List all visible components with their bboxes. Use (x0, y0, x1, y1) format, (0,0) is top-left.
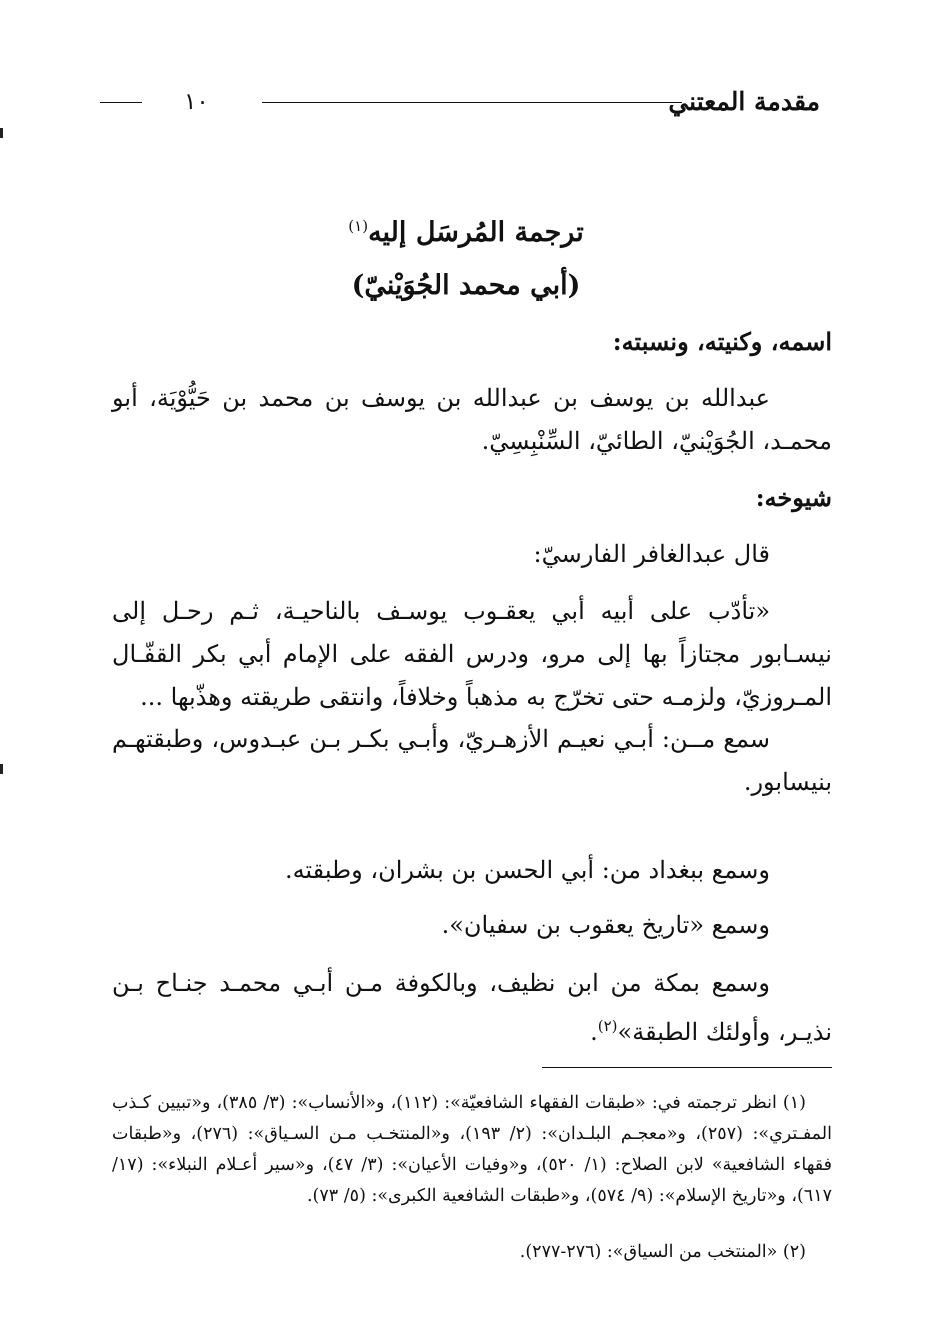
title-line-1: ترجمة المُرسَل إليه (368, 217, 584, 248)
quote-paragraph: «تأدّب على أبيه أبي يعقـوب يوسـف بالناحيـة، ثـم رحـل إلى نيسـابور مجتازاً بها إلى مرو، ودرس الفقه على الإمام أبي بكر القفّـال المـروزيّ، ولزمـه حتى تخرّج به مذهباً وخلافاً، وانتقى طريقته وهذّبها ... (112, 597, 832, 711)
header-rule-left (100, 102, 142, 103)
baghdad-paragraph: وسمع ببغداد من: أبي الحسن بن بشران، وطبقته. (284, 856, 770, 884)
makkah-footnote-ref: (٢) (597, 1017, 618, 1035)
makkah-end: . (590, 1018, 598, 1046)
title-footnote-ref: (١) (348, 217, 369, 235)
teachers-heading: شيوخه: (755, 483, 832, 512)
page-subtitle (0, 266, 932, 306)
page-number: ١٠ (184, 89, 209, 115)
heard-paragraph: سمع مــن: أبـي نعيـم الأزهـريّ، وأبـي بكـر بـن عبـدوس، وطبقتهـم بنيسابور. (112, 725, 832, 796)
running-title: مقدمة المعتني (668, 87, 820, 116)
quote-intro: قال عبدالغافر الفارسيّ: (533, 540, 770, 568)
makkah-paragraph (112, 962, 832, 1054)
footnote-1: (١) انظر ترجمته في: «طبقات الفقهاء الشافعيّة»: (١١٢)، و«الأنساب»: (٣/ ٣٨٥)، و«تبيين كـذب المفـتري»: (٢٥٧)، و«معجـم البلـدان»: (٢/ ١٩٣)، و«المنتخـب مـن السـياق»: (٢٧٦)، و«طبقات فقهاء الشافعية» لابن الصلاح: (١/ ٥٢٠)، و«وفيات الأعيان»: (٣/ ٤٧)، و«سير أعـلام النبلاء»: (١٧/ ٦١٧)، و«تاريخ الإسلام»: (٩/ ٥٧٤)، و«طبقات الشافعية الكبرى»: (٥/ ٧٣). (112, 1093, 832, 1206)
footnote-2: (٢) «المنتخب من السياق»: (٢٧٦-٢٧٧). (519, 1242, 806, 1262)
tarikh-paragraph: وسمع «تاريخ يعقوب بن سفيان». (441, 911, 770, 939)
makkah-text: وسمع بمكة من ابن نظيف، وبالكوفة مـن أبـي محمـد جنـاح بـن نذيـر، وأولئك الطبقة» (112, 969, 832, 1046)
footnote-separator (542, 1067, 832, 1068)
name-heading: اسمه، وكنيته، ونسبته: (612, 327, 832, 356)
page-header (100, 84, 820, 120)
title-line-2: (أبي محمد الجُوَيْنيّ) (351, 270, 581, 301)
scan-edge-mark (0, 128, 3, 138)
header-rule-middle (262, 102, 682, 103)
page-title (0, 206, 932, 253)
scan-edge-mark (0, 764, 3, 774)
name-paragraph: عبدالله بن يوسف بن عبدالله بن يوسف بن محمد بن حَيُّوْيَة، أبو محمـد، الجُوَيْنيّ، الطائيّ، السِّنْبِسِيّ. (112, 384, 832, 455)
